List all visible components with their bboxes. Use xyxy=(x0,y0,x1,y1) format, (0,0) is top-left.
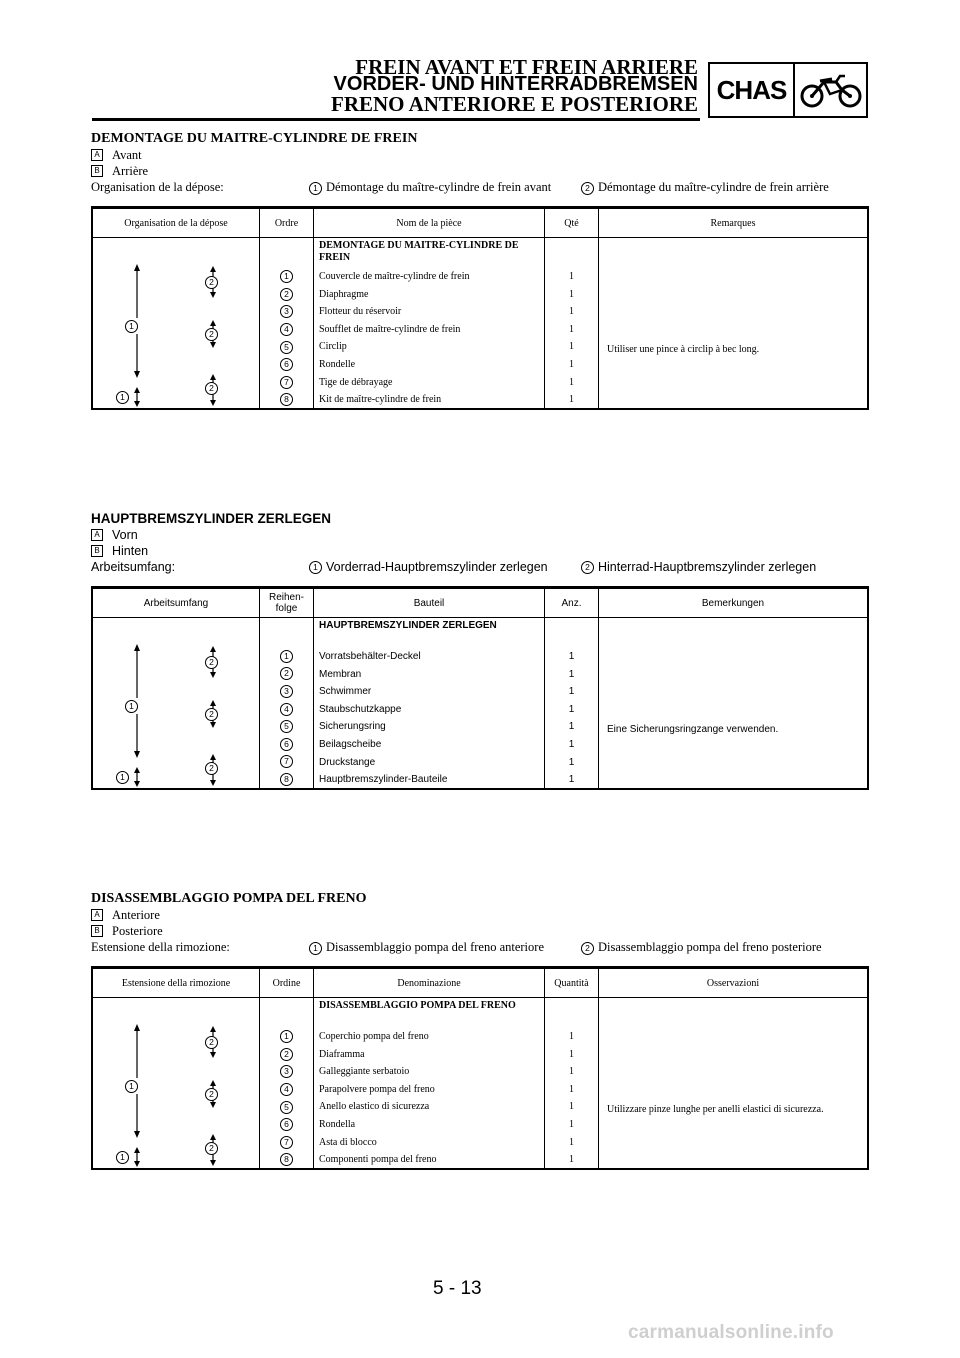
part-name: Componenti pompa del freno xyxy=(319,1154,437,1166)
order-number: 3 xyxy=(280,685,293,698)
column-header: Nom de la pièce xyxy=(314,209,545,237)
front-marker-line xyxy=(91,907,871,923)
order-number: 4 xyxy=(280,703,293,716)
remarks-column xyxy=(599,238,867,408)
front-label: Avant xyxy=(112,148,142,162)
part-name: Couvercle de maître-cylindre de frein xyxy=(319,271,470,282)
flow-arrows xyxy=(93,618,258,788)
organisation-label: Estensione della rimozione: xyxy=(91,940,230,954)
remarks-column xyxy=(599,618,867,788)
part-name: Flotteur du réservoir xyxy=(319,306,402,318)
order-number: 8 xyxy=(280,773,293,786)
organisation-front xyxy=(309,559,548,576)
organisation-front-text: Vorderrad-Hauptbremszylinder zerlegen xyxy=(326,560,548,574)
page-number: 5 - 13 xyxy=(433,1278,482,1299)
header-rule xyxy=(92,118,700,121)
order-number: 1 xyxy=(280,270,293,283)
title-german: VORDER- UND HINTERRADBREMSEN xyxy=(333,73,698,95)
organisation-front-text: Démontage du maître-cylindre de frein avant xyxy=(326,180,552,194)
quantity: 1 xyxy=(569,1031,574,1042)
quantity: 1 xyxy=(568,739,575,750)
flow-diagram xyxy=(93,998,260,1168)
part-name: Parapolvere pompa del freno xyxy=(319,1083,435,1095)
quantity: 1 xyxy=(569,288,574,300)
flow-diagram xyxy=(93,618,260,788)
order-number: 3 xyxy=(280,1065,293,1078)
flow-number: 1 xyxy=(116,1151,129,1164)
part-name: Diaframma xyxy=(319,1048,365,1060)
table-header xyxy=(93,969,867,998)
rear-marker-line xyxy=(91,923,871,939)
order-number: 2 xyxy=(280,667,293,680)
organisation-front xyxy=(309,179,551,196)
organisation-rear xyxy=(581,179,829,196)
flow-number: 1 xyxy=(125,320,138,333)
section-title: HAUPTBREMSZYLINDER ZERLEGEN xyxy=(91,511,332,526)
order-column xyxy=(260,998,314,1168)
order-cell xyxy=(260,1116,313,1134)
quantity: 1 xyxy=(568,668,575,680)
circle-number: 1 xyxy=(309,182,322,195)
front-marker: A xyxy=(91,149,103,161)
table-title: HAUPTBREMSZYLINDER ZERLEGEN xyxy=(319,620,497,631)
table-title: DISASSEMBLAGGIO POMPA DEL FRENO xyxy=(319,1000,516,1011)
quantity-column xyxy=(545,998,599,1168)
order-cell xyxy=(260,356,313,374)
part-name: Galleggiante serbatoio xyxy=(319,1066,410,1078)
flow-number: 1 xyxy=(125,700,138,713)
parts-table xyxy=(91,586,869,790)
order-number: 2 xyxy=(280,1048,293,1061)
table-body xyxy=(93,238,867,408)
order-number: 2 xyxy=(280,288,293,301)
watermark: carmanualsonline.info xyxy=(628,1322,834,1343)
order-cell xyxy=(260,303,313,321)
order-cell xyxy=(260,666,313,684)
quantity-column xyxy=(545,238,599,408)
quantity: 1 xyxy=(569,394,574,406)
part-name: Beilagscheibe xyxy=(319,739,382,750)
part-column xyxy=(314,238,545,408)
flow-number: 1 xyxy=(116,771,129,784)
rear-label: Arrière xyxy=(112,164,149,178)
part-name: Rondelle xyxy=(319,359,356,370)
part-name: Rondella xyxy=(319,1119,356,1130)
front-marker: A xyxy=(91,909,103,921)
order-cell xyxy=(260,1046,313,1064)
circle-number: 2 xyxy=(581,561,594,574)
rear-marker: B xyxy=(91,545,103,557)
organisation-front xyxy=(309,939,544,956)
order-number: 7 xyxy=(280,376,293,389)
table-header xyxy=(93,209,867,238)
quantity: 1 xyxy=(569,1083,574,1095)
order-number: 4 xyxy=(280,1083,293,1096)
rear-label: Hinten xyxy=(112,544,149,558)
circle-number: 2 xyxy=(581,942,594,955)
quantity: 1 xyxy=(569,1048,574,1060)
quantity: 1 xyxy=(569,376,574,388)
part-column xyxy=(314,998,545,1168)
part-name: Kit de maître-cylindre de frein xyxy=(319,394,442,406)
quantity: 1 xyxy=(568,703,575,715)
rear-marker-line xyxy=(91,163,871,179)
part-name: Anello elastico di sicurezza xyxy=(319,1101,430,1113)
section-2 xyxy=(91,510,871,786)
order-cell xyxy=(260,1134,313,1152)
order-number: 6 xyxy=(280,1118,293,1131)
front-marker: A xyxy=(91,529,103,541)
part-name: Druckstange xyxy=(319,756,376,768)
order-cell xyxy=(260,374,313,392)
order-number: 1 xyxy=(280,1030,293,1043)
table-body xyxy=(93,998,867,1168)
column-header: Ordre xyxy=(260,209,314,237)
section-3 xyxy=(91,890,871,1166)
flow-number: 2 xyxy=(205,328,218,341)
column-header: Ordine xyxy=(260,969,314,997)
part-name: Circlip xyxy=(319,341,347,353)
part-name: Asta di blocco xyxy=(319,1136,377,1148)
flow-number: 2 xyxy=(205,762,218,775)
column-header: Bemerkungen xyxy=(701,597,765,609)
flow-number: 1 xyxy=(116,391,129,404)
part-name: Schwimmer xyxy=(319,686,372,698)
rear-marker: B xyxy=(91,165,103,177)
circle-number: 2 xyxy=(581,182,594,195)
circle-number: 1 xyxy=(309,561,322,574)
order-cell xyxy=(260,1063,313,1081)
quantity: 1 xyxy=(569,359,574,370)
rear-label: Posteriore xyxy=(112,924,163,938)
front-label: Anteriore xyxy=(112,908,160,922)
organisation-rear-text: Démontage du maître-cylindre de frein arrière xyxy=(598,180,829,194)
flow-arrows xyxy=(93,998,258,1168)
part-name: Coperchio pompa del freno xyxy=(319,1031,429,1042)
order-number: 6 xyxy=(280,358,293,371)
quantity: 1 xyxy=(569,1136,574,1148)
quantity: 1 xyxy=(568,686,575,698)
organisation-line xyxy=(91,179,871,196)
column-header: Reihen- folge xyxy=(260,589,314,617)
quantity: 1 xyxy=(568,756,575,768)
column-header: Osservazioni xyxy=(706,977,760,989)
motorcycle-icon xyxy=(795,64,866,116)
organisation-label: Organisation de la dépose: xyxy=(91,180,224,194)
part-name: Diaphragme xyxy=(319,288,369,300)
remarks-column xyxy=(599,998,867,1168)
flow-number: 2 xyxy=(205,708,218,721)
flow-number: 2 xyxy=(205,656,218,669)
part-name: Staubschutzkappe xyxy=(319,703,402,715)
organisation-label: Arbeitsumfang: xyxy=(91,560,176,574)
front-marker-line xyxy=(91,147,871,163)
order-cell xyxy=(260,771,313,789)
part-name: Membran xyxy=(319,668,362,680)
title-italian: FRENO ANTERIORE E POSTERIORE xyxy=(331,92,698,116)
chapter-label: CHAS xyxy=(710,64,795,116)
order-number: 3 xyxy=(280,305,293,318)
quantity: 1 xyxy=(569,271,574,282)
front-label: Vorn xyxy=(112,528,138,542)
part-name: Vorratsbehälter-Deckel xyxy=(319,651,421,662)
table-title: DEMONTAGE DU MAITRE-CYLINDRE DE FREIN xyxy=(319,240,519,263)
order-cell xyxy=(260,718,313,736)
column-header: Quantità xyxy=(545,969,599,997)
quantity-column xyxy=(545,618,599,788)
order-number: 4 xyxy=(280,323,293,336)
quantity: 1 xyxy=(569,323,574,335)
quantity: 1 xyxy=(569,1119,574,1130)
order-number: 5 xyxy=(280,341,293,354)
column-header: Remarques xyxy=(710,217,756,229)
part-name: Tige de débrayage xyxy=(319,376,393,388)
order-cell xyxy=(260,268,313,286)
section-1 xyxy=(91,130,871,406)
parts-table xyxy=(91,966,869,1170)
quantity: 1 xyxy=(569,1066,574,1078)
order-cell xyxy=(260,683,313,701)
quantity: 1 xyxy=(568,651,575,662)
column-header: Organisation de la dépose xyxy=(93,209,260,237)
column-header: Anz. xyxy=(545,589,599,617)
flow-number: 2 xyxy=(205,276,218,289)
order-number: 7 xyxy=(280,1136,293,1149)
order-cell xyxy=(260,1028,313,1046)
table-body xyxy=(93,618,867,788)
order-column xyxy=(260,238,314,408)
quantity: 1 xyxy=(568,774,575,786)
order-cell xyxy=(260,338,313,356)
order-cell xyxy=(260,736,313,754)
quantity: 1 xyxy=(569,1101,574,1113)
organisation-rear xyxy=(581,559,816,576)
order-number: 5 xyxy=(280,720,293,733)
column-header: Denominazione xyxy=(314,969,545,997)
order-column xyxy=(260,618,314,788)
order-cell xyxy=(260,701,313,719)
order-cell xyxy=(260,1081,313,1099)
flow-number: 2 xyxy=(205,1036,218,1049)
quantity: 1 xyxy=(568,721,575,733)
remark: Utiliser une pince à circlip à bec long. xyxy=(607,344,760,355)
order-cell xyxy=(260,1151,313,1169)
order-cell xyxy=(260,286,313,304)
flow-number: 2 xyxy=(205,1088,218,1101)
remark: Utilizzare pinze lunghe per anelli elastici di sicurezza. xyxy=(607,1104,824,1115)
rear-marker: B xyxy=(91,925,103,937)
order-number: 1 xyxy=(280,650,293,663)
organisation-line xyxy=(91,559,871,576)
order-cell xyxy=(260,321,313,339)
circle-number: 1 xyxy=(309,942,322,955)
order-number: 8 xyxy=(280,393,293,406)
part-column xyxy=(314,618,545,788)
organisation-line xyxy=(91,939,871,956)
flow-number: 2 xyxy=(205,1142,218,1155)
column-header: Estensione della rimozione xyxy=(93,969,260,997)
remark: Eine Sicherungsringzange verwenden. xyxy=(607,724,779,735)
section-title: DEMONTAGE DU MAITRE-CYLINDRE DE FREIN xyxy=(91,131,418,146)
part-name: Hauptbremszylinder-Bauteile xyxy=(319,774,448,786)
part-name: Soufflet de maître-cylindre de frein xyxy=(319,323,461,335)
chapter-badge xyxy=(708,62,868,118)
order-number: 5 xyxy=(280,1101,293,1114)
organisation-rear-text: Hinterrad-Hauptbremszylinder zerlegen xyxy=(598,560,817,574)
order-cell xyxy=(260,648,313,666)
title-french: FREIN AVANT ET FREIN ARRIERE xyxy=(355,55,698,79)
column-header: Bauteil xyxy=(314,589,545,617)
column-header: Qté xyxy=(545,209,599,237)
organisation-rear xyxy=(581,939,822,956)
organisation-rear-text: Disassemblaggio pompa del freno posteriore xyxy=(598,940,822,954)
flow-number: 2 xyxy=(205,382,218,395)
table-header xyxy=(93,589,867,618)
flow-number: 1 xyxy=(125,1080,138,1093)
part-name: Sicherungsring xyxy=(319,721,386,733)
order-number: 8 xyxy=(280,1153,293,1166)
quantity: 1 xyxy=(569,1154,574,1166)
section-title: DISASSEMBLAGGIO POMPA DEL FRENO xyxy=(91,891,367,906)
quantity: 1 xyxy=(569,306,574,318)
order-cell xyxy=(260,391,313,409)
organisation-front-text: Disassemblaggio pompa del freno anteriore xyxy=(326,940,544,954)
order-number: 6 xyxy=(280,738,293,751)
order-cell xyxy=(260,754,313,772)
order-cell xyxy=(260,1098,313,1116)
front-marker-line xyxy=(91,527,871,543)
order-number: 7 xyxy=(280,755,293,768)
quantity: 1 xyxy=(569,341,574,353)
rear-marker-line xyxy=(91,543,871,559)
flow-arrows xyxy=(93,238,258,408)
flow-diagram xyxy=(93,238,260,408)
column-header: Arbeitsumfang xyxy=(93,589,260,617)
parts-table xyxy=(91,206,869,410)
